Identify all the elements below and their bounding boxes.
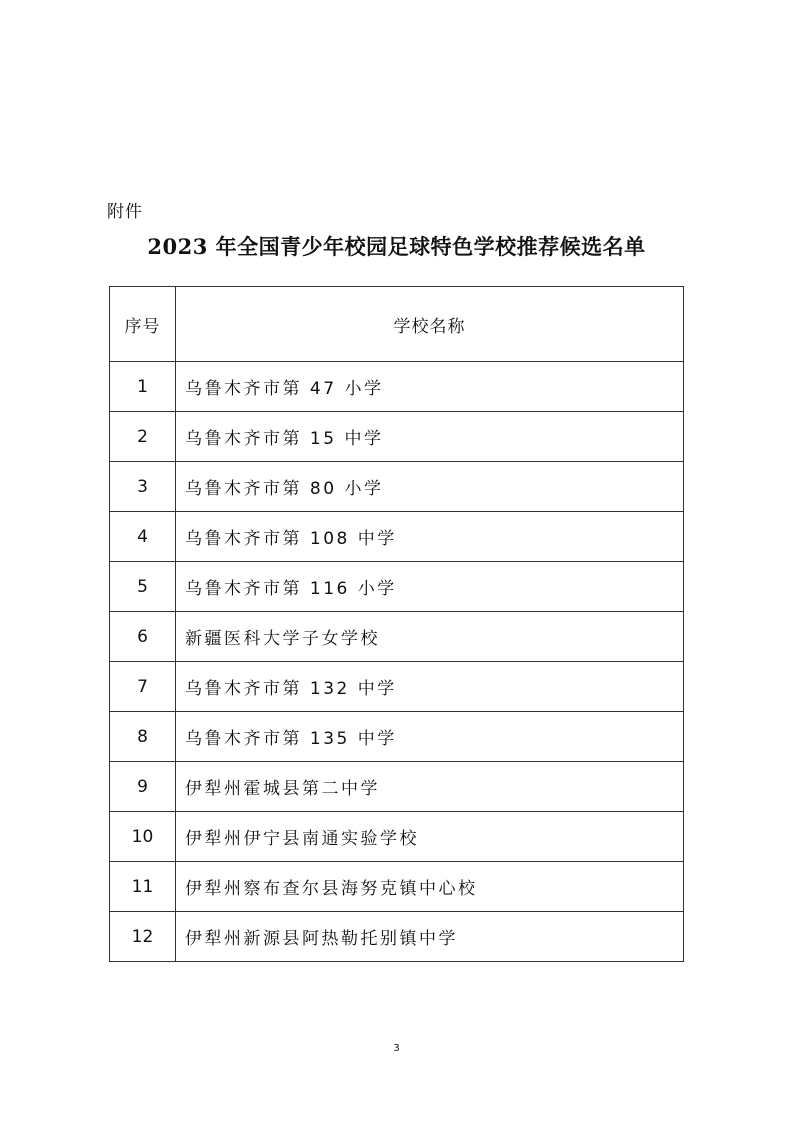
row-index: 7 [110, 662, 176, 712]
school-name: 伊犁州伊宁县南通实验学校 [176, 812, 684, 862]
row-index: 5 [110, 562, 176, 612]
table-row [110, 862, 684, 912]
table-row [110, 762, 684, 812]
table-row [110, 412, 684, 462]
school-name: 乌鲁木齐市第 116 小学 [176, 562, 684, 612]
row-index: 4 [110, 512, 176, 562]
row-index: 8 [110, 712, 176, 762]
school-name: 乌鲁木齐市第 80 小学 [176, 462, 684, 512]
row-index: 3 [110, 462, 176, 512]
school-name: 伊犁州新源县阿热勒托别镇中学 [176, 912, 684, 962]
school-name: 乌鲁木齐市第 135 中学 [176, 712, 684, 762]
school-name: 新疆医科大学子女学校 [176, 612, 684, 662]
column-header-school-name: 学校名称 [176, 287, 684, 362]
table-row [110, 712, 684, 762]
school-name: 乌鲁木齐市第 132 中学 [176, 662, 684, 712]
row-index: 10 [110, 812, 176, 862]
table-row [110, 462, 684, 512]
column-header-index: 序号 [110, 287, 176, 362]
school-name: 乌鲁木齐市第 47 小学 [176, 362, 684, 412]
table-row [110, 662, 684, 712]
school-name: 乌鲁木齐市第 15 中学 [176, 412, 684, 462]
table-row [110, 812, 684, 862]
school-name: 乌鲁木齐市第 108 中学 [176, 512, 684, 562]
row-index: 11 [110, 862, 176, 912]
row-index: 12 [110, 912, 176, 962]
row-index: 2 [110, 412, 176, 462]
table-row [110, 612, 684, 662]
row-index: 1 [110, 362, 176, 412]
document-title: 2023 年全国青少年校园足球特色学校推荐候选名单 [147, 234, 646, 259]
page-number: 3 [393, 1043, 400, 1054]
table-row [110, 912, 684, 962]
school-name: 伊犁州察布查尔县海努克镇中心校 [176, 862, 684, 912]
table-row [110, 562, 684, 612]
attachment-label: 附件 [107, 202, 143, 222]
table-header-row [110, 287, 684, 362]
row-index: 6 [110, 612, 176, 662]
table-row [110, 362, 684, 412]
school-name: 伊犁州霍城县第二中学 [176, 762, 684, 812]
row-index: 9 [110, 762, 176, 812]
table-row [110, 512, 684, 562]
school-list-table [109, 286, 684, 962]
